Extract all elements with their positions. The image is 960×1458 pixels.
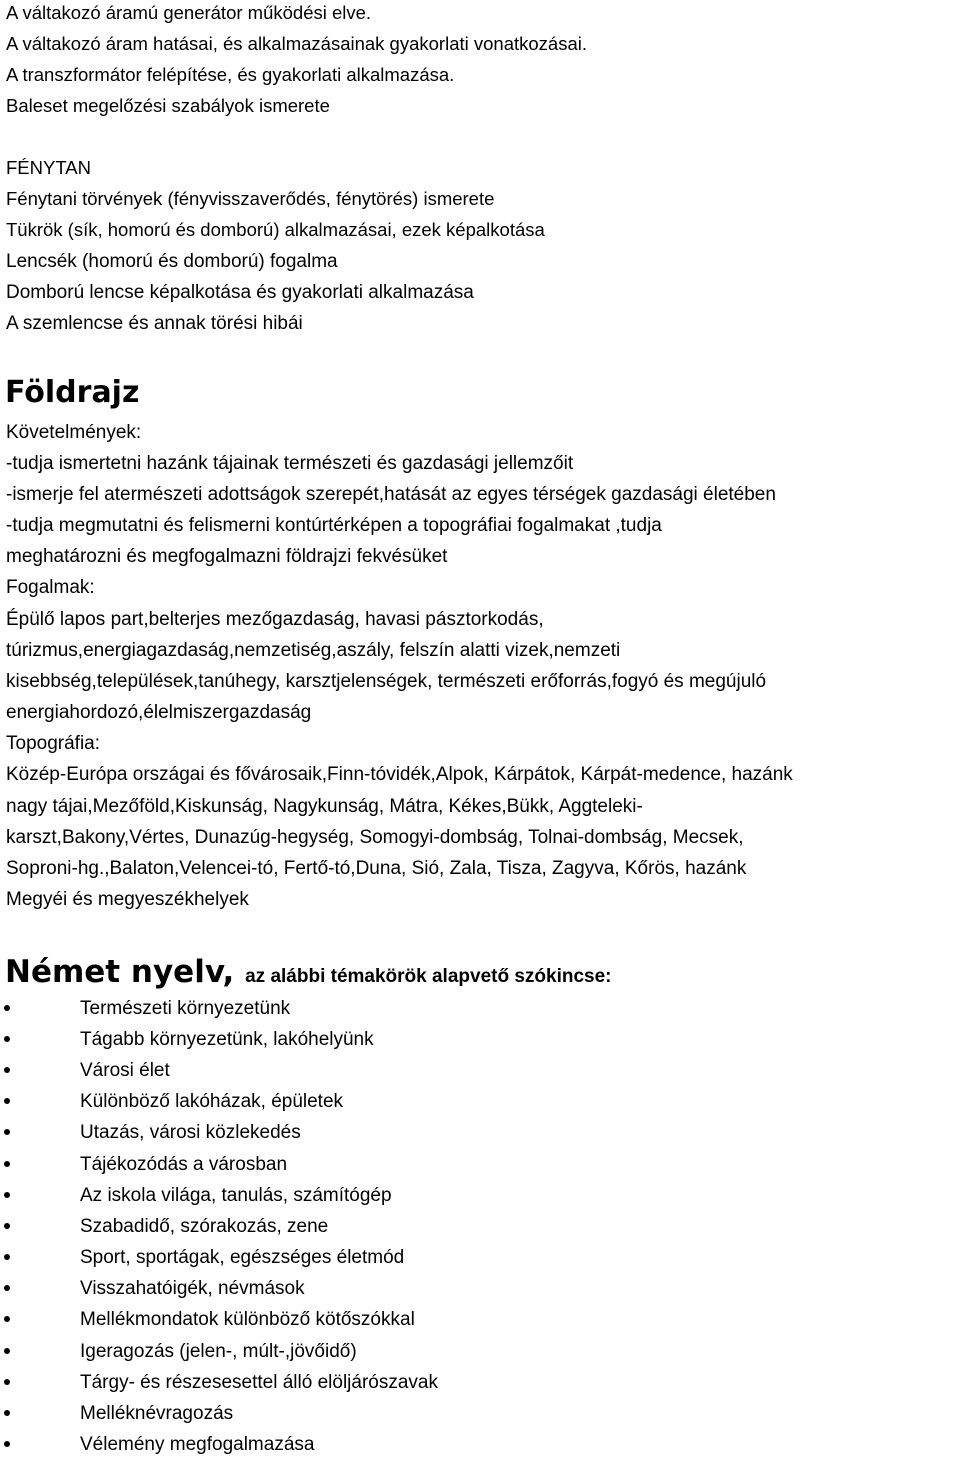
requirement-line: meghatározni és megfogalmazni földrajzi fekvésüket [6,546,448,567]
german-subtitle: az alábbi témakörök alapvető szókincse: [245,966,612,987]
topic-item: Sport, sportágak, egészséges életmód [80,1247,405,1268]
topography-line: Közép-Európa országai és fővárosaik,Finn-tóvidék,Alpok, Kárpátok, Kárpát-medence, hazánk [6,764,793,785]
topography-line: karszt,Bakony,Vértes, Dunazúg-hegység, Somogyi-dombság, Tolnai-dombság, Mecsek, [6,827,744,848]
bullet-icon [4,1379,10,1385]
topic-item: Az iskola világa, tanulás, számítógép [80,1185,392,1206]
topography-line: nagy tájai,Mezőföld,Kiskunság, Nagykunság, Mátra, Kékes,Bükk, Aggteleki- [6,796,643,817]
topography-label: Topográfia: [6,733,101,754]
concept-line: túrizmus,energiagazdaság,nemzetiség,aszály, felszín alatti vizek,nemzeti [6,640,621,661]
concept-line: energiahordozó,élelmiszergazdaság [6,702,312,723]
bullet-icon [4,1348,10,1354]
bullet-icon [4,1067,10,1073]
german-title: Német nyelv, [5,954,235,990]
topic-item: Visszahatóigék, névmások [80,1278,305,1299]
bullet-icon [4,1098,10,1104]
bullet-icon [4,1161,10,1167]
bullet-icon [4,1192,10,1198]
concept-line: kisebbség,települések,tanúhegy, karsztjelenségek, természeti erőforrás,fogyó és megújuló [6,671,767,692]
physics-line: A transzformátor felépítése, és gyakorlati alkalmazása. [6,64,455,85]
optics-title: FÉNYTAN [6,157,91,178]
bullet-icon [4,1316,10,1322]
topic-item: Mellékmondatok különböző kötőszókkal [80,1309,415,1330]
topic-item: Tágabb környezetünk, lakóhelyünk [80,1029,374,1050]
topic-item: Városi élet [80,1060,170,1081]
optics-line: A szemlencse és annak törési hibái [6,313,303,334]
optics-line: Domború lencse képalkotása és gyakorlati alkalmazása [6,282,474,303]
topic-item: Vélemény megfogalmazása [80,1434,315,1455]
optics-line: Fénytani törvények (fényvisszaverődés, fénytörés) ismerete [6,188,495,209]
topography-line: Soproni-hg.,Balaton,Velencei-tó, Fertő-tó,Duna, Sió, Zala, Tisza, Zagyva, Kőrös, hazánk [6,858,747,879]
bullet-icon [4,1410,10,1416]
physics-line: A váltakozó áramú generátor működési elve. [6,2,372,23]
optics-line: Tükrök (sík, homorú és domború) alkalmazásai, ezek képalkotása [6,219,545,240]
topic-item: Természeti környezetünk [80,998,291,1019]
optics-line: Lencsék (homorú és domború) fogalma [6,251,338,272]
topography-line: Megyéi és megyeszékhelyek [6,889,249,910]
bullet-icon [4,1036,10,1042]
requirement-line: -ismerje fel atermészeti adottságok szerepét,hatását az egyes térségek gazdasági életében [6,484,776,505]
geography-title: Földrajz [5,375,140,410]
topic-item: Különböző lakóházak, épületek [80,1091,344,1112]
topic-item: Utazás, városi közlekedés [80,1122,301,1143]
bullet-icon [4,1285,10,1291]
bullet-icon [4,1223,10,1229]
topic-item: Tájékozódás a városban [80,1154,288,1175]
concept-line: Épülő lapos part,belterjes mezőgazdaság, havasi pásztorkodás, [6,609,544,630]
topic-item: Tárgy- és részesesettel álló elöljárószavak [80,1372,438,1393]
physics-line: A váltakozó áram hatásai, és alkalmazásainak gyakorlati vonatkozásai. [6,33,587,54]
bullet-icon [4,1441,10,1447]
bullet-icon [4,1005,10,1011]
concepts-label: Fogalmak: [6,577,95,598]
bullet-icon [4,1129,10,1135]
requirement-line: -tudja megmutatni és felismerni kontúrtérképen a topográfiai fogalmakat ,tudja [6,515,662,536]
physics-line: Baleset megelőzési szabályok ismerete [6,95,330,116]
german-heading [5,952,612,997]
topic-item: Melléknévragozás [80,1403,234,1424]
topic-item: Szabadidő, szórakozás, zene [80,1216,329,1237]
bullet-icon [4,1254,10,1260]
requirements-label: Követelmények: [6,422,142,443]
topic-item: Igeragozás (jelen-, múlt-,jövőidő) [80,1341,357,1362]
requirement-line: -tudja ismertetni hazánk tájainak természeti és gazdasági jellemzőit [6,453,574,474]
